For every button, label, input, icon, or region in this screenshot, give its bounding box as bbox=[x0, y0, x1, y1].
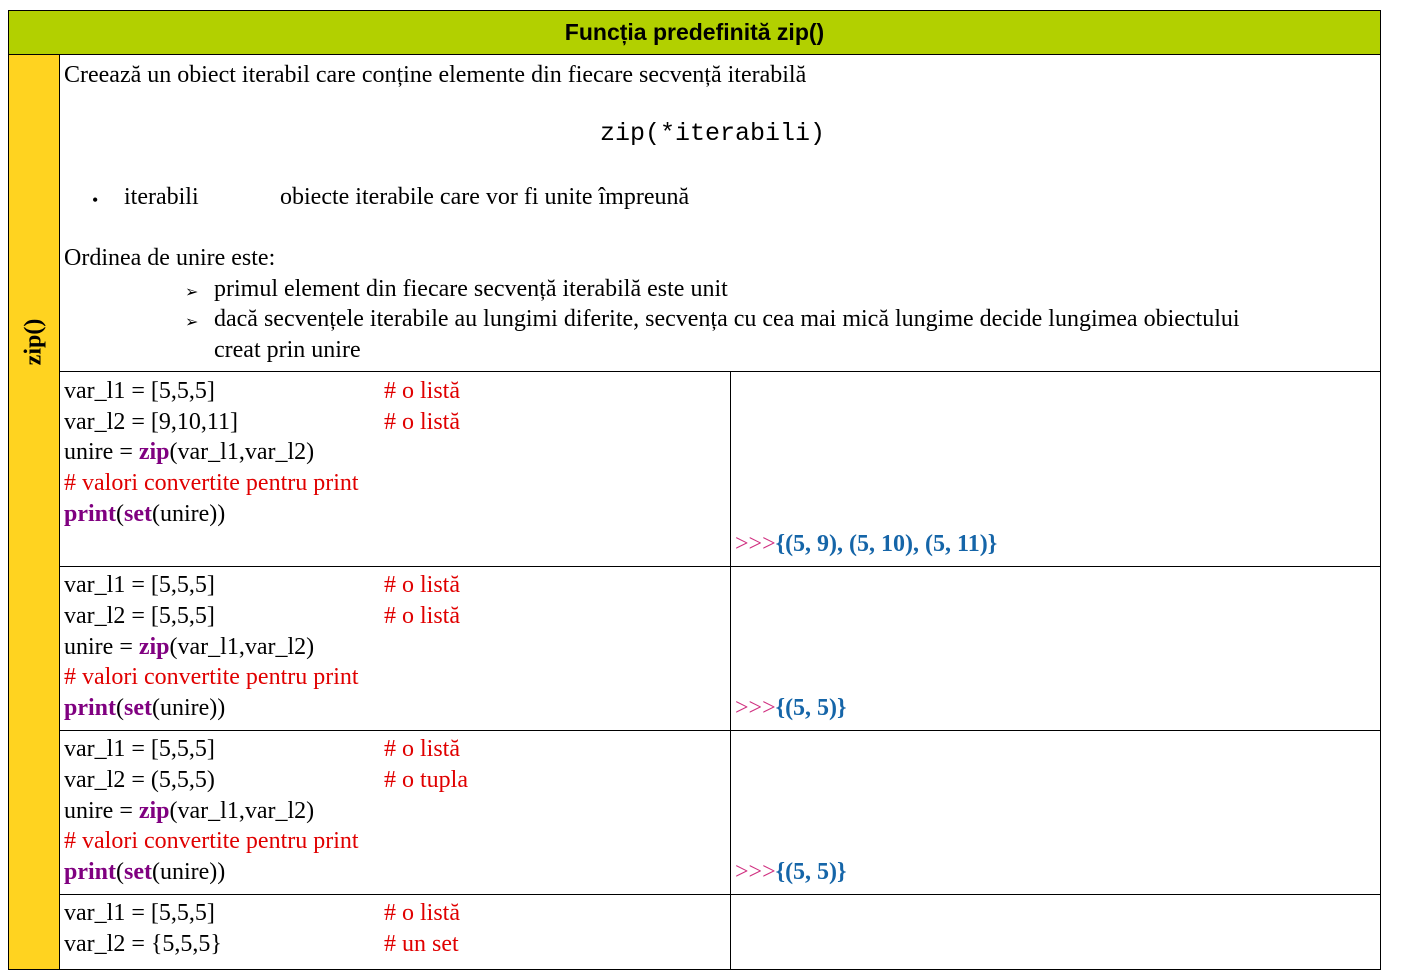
page-title bbox=[9, 11, 1380, 55]
prompt-text: >>> bbox=[735, 695, 776, 721]
zip-keyword: zip bbox=[138, 798, 170, 824]
code-comment: # o listă bbox=[384, 378, 460, 404]
bullet-icon: • bbox=[92, 190, 99, 210]
print-keyword: print bbox=[64, 501, 117, 527]
param-name: iterabili bbox=[124, 184, 199, 210]
code-text: ( bbox=[116, 695, 125, 721]
code-line: var_l2 = [9,10,11] bbox=[64, 409, 238, 435]
print-keyword: print bbox=[64, 859, 117, 885]
code-comment: # o listă bbox=[384, 572, 460, 598]
arrow-bullet-icon: ➢ bbox=[185, 314, 199, 331]
code-comment: # o tupla bbox=[384, 767, 468, 793]
code-comment: # o listă bbox=[384, 900, 460, 926]
zip-keyword: zip bbox=[138, 439, 170, 465]
code-line bbox=[64, 439, 314, 466]
code-text: ( bbox=[116, 501, 125, 527]
code-text: ( bbox=[116, 859, 125, 885]
code-line: var_l1 = [5,5,5] bbox=[64, 572, 215, 598]
output-value: {(5, 5)} bbox=[775, 859, 847, 885]
example-row bbox=[60, 372, 1380, 567]
example-row bbox=[60, 567, 1380, 731]
code-line: var_l2 = {5,5,5} bbox=[64, 931, 222, 957]
order-heading: Ordinea de unire este: bbox=[64, 245, 276, 271]
code-comment: # o listă bbox=[384, 409, 460, 435]
code-comment-line: # valori convertite pentru print bbox=[64, 664, 359, 690]
output-cell bbox=[731, 895, 1380, 969]
code-cell bbox=[60, 567, 731, 730]
example-row bbox=[60, 731, 1380, 895]
prompt-text: >>> bbox=[735, 531, 776, 557]
code-comment-line: # valori convertite pentru print bbox=[64, 470, 359, 496]
output-cell bbox=[731, 372, 1380, 566]
code-text: (unire)) bbox=[152, 501, 226, 527]
code-comment: # o listă bbox=[384, 603, 460, 629]
title-text: Funcția predefinită zip() bbox=[564, 19, 825, 45]
code-line: var_l1 = [5,5,5] bbox=[64, 900, 215, 926]
code-line bbox=[64, 859, 225, 886]
prompt-text: >>> bbox=[735, 859, 776, 885]
example-row bbox=[60, 895, 1380, 969]
code-cell bbox=[60, 372, 731, 566]
output-cell bbox=[731, 731, 1380, 894]
code-cell bbox=[60, 895, 731, 969]
code-text: (unire)) bbox=[152, 695, 226, 721]
rule-2-line-2: creat prin unire bbox=[214, 337, 361, 363]
set-keyword: set bbox=[124, 859, 152, 885]
code-line: var_l1 = [5,5,5] bbox=[64, 378, 215, 404]
set-keyword: set bbox=[124, 501, 152, 527]
code-comment: # o listă bbox=[384, 736, 460, 762]
rule-2-line-1: dacă secvențele iterabile au lungimi diferite, secvența cu cea mai mică lungime decide lungimea obiectului bbox=[214, 306, 1240, 332]
code-text: (var_l1,var_l2) bbox=[169, 439, 315, 465]
code-line: var_l1 = [5,5,5] bbox=[64, 736, 215, 762]
output-line bbox=[735, 695, 847, 722]
code-text: unire = bbox=[64, 439, 139, 465]
code-cell bbox=[60, 731, 731, 894]
code-text: (unire)) bbox=[152, 859, 226, 885]
code-line bbox=[64, 634, 314, 661]
output-value: {(5, 9), (5, 10), (5, 11)} bbox=[775, 531, 998, 557]
code-line: var_l2 = [5,5,5] bbox=[64, 603, 215, 629]
output-line bbox=[735, 859, 847, 886]
output-value: {(5, 5)} bbox=[775, 695, 847, 721]
code-comment: # un set bbox=[384, 931, 459, 957]
code-text: (var_l1,var_l2) bbox=[169, 798, 315, 824]
code-text: unire = bbox=[64, 798, 139, 824]
param-desc: obiecte iterabile care vor fi unite împreună bbox=[280, 184, 690, 210]
intro-text: Creează un obiect iterabil care conține elemente din fiecare secvență iterabilă bbox=[64, 62, 807, 88]
side-label-bar bbox=[9, 55, 60, 969]
code-line bbox=[64, 695, 225, 722]
code-line bbox=[64, 501, 225, 528]
description-section bbox=[60, 55, 1380, 372]
code-line bbox=[64, 798, 314, 825]
code-line: var_l2 = (5,5,5) bbox=[64, 767, 215, 793]
print-keyword: print bbox=[64, 695, 117, 721]
output-cell bbox=[731, 567, 1380, 730]
signature-text: zip(*iterabili) bbox=[600, 119, 826, 148]
zip-reference-sheet bbox=[8, 10, 1381, 970]
side-label: zip() bbox=[20, 318, 47, 366]
arrow-bullet-icon: ➢ bbox=[185, 284, 199, 301]
zip-keyword: zip bbox=[138, 634, 170, 660]
output-line bbox=[735, 531, 997, 558]
code-comment-line: # valori convertite pentru print bbox=[64, 828, 359, 854]
set-keyword: set bbox=[124, 695, 152, 721]
code-text: unire = bbox=[64, 634, 139, 660]
code-text: (var_l1,var_l2) bbox=[169, 634, 315, 660]
rule-1: primul element din fiecare secvență iterabilă este unit bbox=[214, 276, 728, 302]
